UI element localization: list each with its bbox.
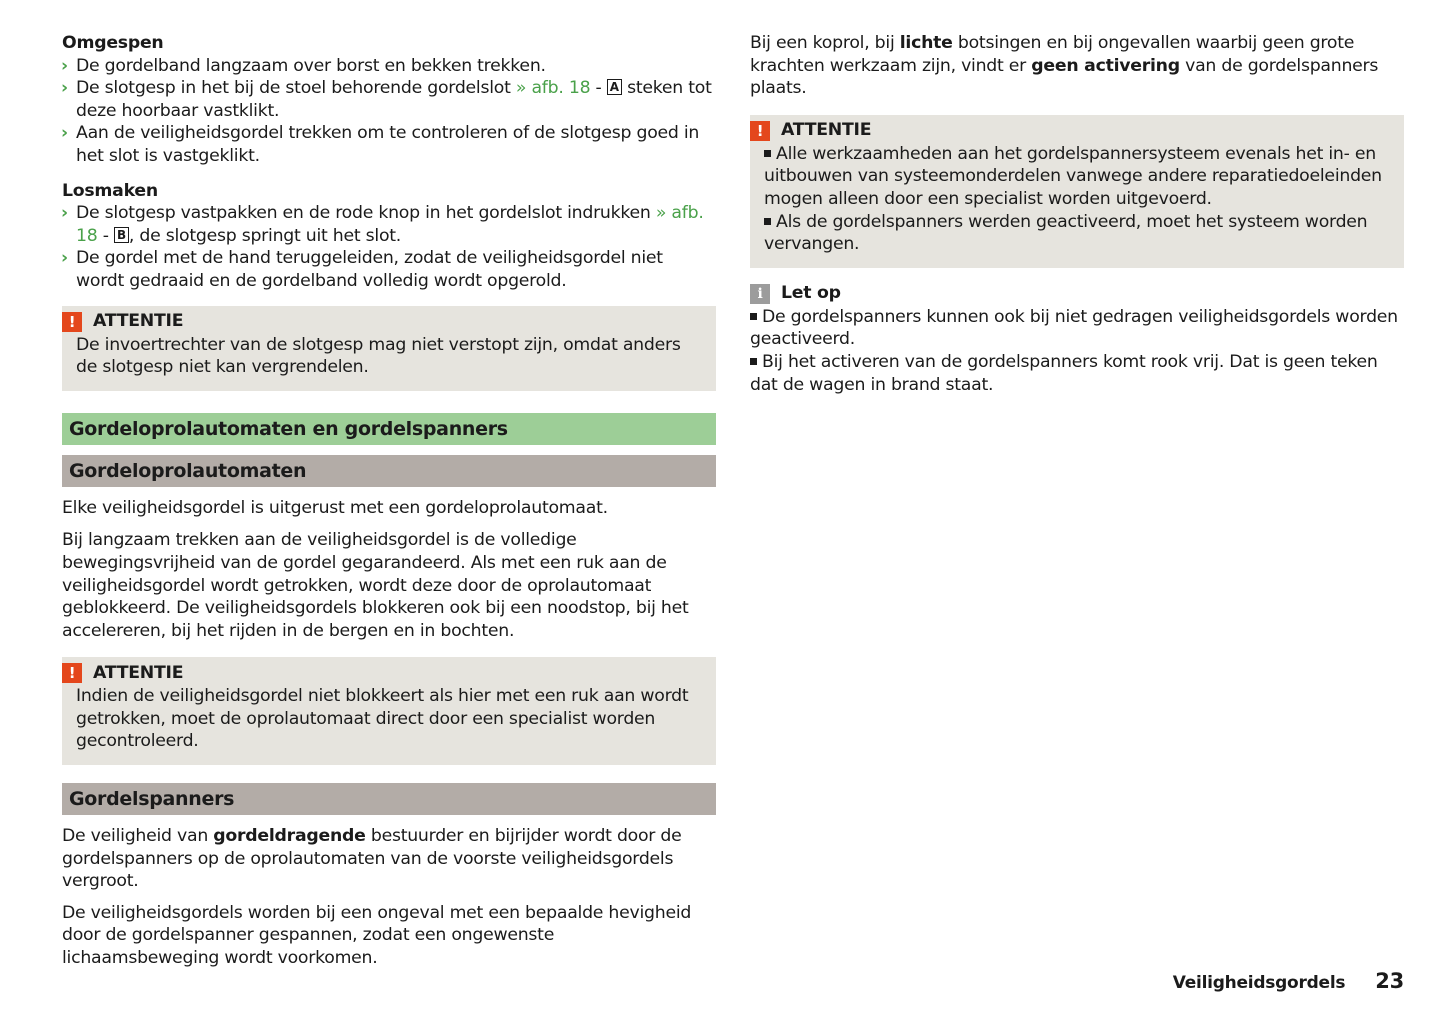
- warning-icon: !: [62, 312, 82, 332]
- warning-text: Indien de veiligheidsgordel niet blokkeert als hier met een ruk aan wordt getrokken, moet de oprolautomaat direct door een specialist worden gecontroleerd.: [76, 686, 689, 752]
- bullet-icon: [764, 218, 771, 225]
- subsection-title-spanners: Gordelspanners: [62, 783, 716, 815]
- omgespen-step-1: › De gordelband langzaam over borst en bekken trekken.: [61, 55, 546, 76]
- warning-icon: !: [62, 663, 82, 683]
- left-column: [62, 32, 716, 970]
- note-box: [750, 282, 1404, 396]
- right-column: [750, 32, 1404, 396]
- losmaken-title: Losmaken: [62, 180, 158, 201]
- note-item-1: De gordelspanners kunnen ook bij niet gedragen veiligheidsgordels worden geactiveerd.: [750, 306, 1398, 350]
- warning-box: [62, 306, 716, 391]
- oprol-paragraph-1: Elke veiligheidsgordel is uitgerust met een gordeloprolautomaat.: [62, 497, 608, 518]
- subsection-title-oprol: Gordeloprolautomaten: [62, 455, 716, 487]
- warning-label: ATTENTIE: [781, 120, 872, 141]
- warning-text: De invoertrechter van de slotgesp mag niet verstopt zijn, omdat anders de slotgesp niet kan vergrendelen.: [76, 334, 681, 378]
- spanners-paragraph-2: De veiligheidsgordels worden bij een ongeval met een bepaalde hevigheid door de gordelspanner gespannen, zodat een ongewenste lichaamsbeweging wordt voorkomen.: [62, 902, 692, 969]
- note-item-2: Bij het activeren van de gordelspanners komt rook vrij. Dat is geen teken dat de wagen in brand staat.: [750, 351, 1378, 395]
- omgespen-step-2: › De slotgesp in het bij de stoel behorende gordelslot » afb. 18 - A steken tot deze hoorbaar vastklikt.: [61, 78, 712, 121]
- losmaken-step-2: › De gordel met de hand teruggeleiden, zodat de veiligheidsgordel niet wordt gedraaid en de gordelband volledig wordt opgerold.: [61, 248, 663, 291]
- section-title: Gordeloprolautomaten en gordelspanners: [62, 413, 716, 445]
- oprol-paragraph-2: Bij langzaam trekken aan de veiligheidsgordel is de volledige bewegingsvrijheid van de gordel gegarandeerd. Als met een ruk aan de veiligheidsgordel wordt getrokken, wordt deze door de oprolautomaat geblokkeerd. De veiligheidsgordels blokkeren ook bij een noodstop, bij het accelereren, bij het rijden in de bergen en in bochten.: [62, 530, 689, 641]
- bullet-icon: [750, 358, 757, 365]
- figure-key-a: A: [607, 79, 622, 95]
- page-footer: [1173, 970, 1404, 995]
- warning-icon: !: [750, 121, 770, 141]
- warning-item-1: Alle werkzaamheden aan het gordelspannersysteem evenals het in- en uitbouwen van systeemonderdelen vanwege andere reparatiedoeleinden mogen alleen door een specialist worden uitgevoerd.: [764, 143, 1382, 209]
- figure-link[interactable]: » afb. 18: [515, 78, 591, 99]
- note-label: Let op: [781, 283, 841, 304]
- bullet-icon: [750, 313, 757, 320]
- warning-label: ATTENTIE: [93, 662, 184, 683]
- warning-label: ATTENTIE: [93, 311, 184, 332]
- intro-paragraph: Bij een koprol, bij lichte botsingen en bij ongevallen waarbij geen grote krachten werkzaam zijn, vindt er geen activering van de gordelspanners plaats.: [750, 33, 1379, 99]
- warning-box: [62, 657, 716, 765]
- page-number: 23: [1375, 969, 1404, 993]
- footer-section: Veiligheidsgordels: [1172, 973, 1346, 993]
- warning-item-2: Als de gordelspanners werden geactiveerd, moet het systeem worden vervangen.: [764, 211, 1368, 255]
- bullet-icon: [764, 150, 771, 157]
- figure-key-b: B: [114, 227, 129, 243]
- info-icon: i: [750, 284, 770, 304]
- omgespen-title: Omgespen: [62, 33, 164, 53]
- figure-link[interactable]: » afb. 18: [76, 203, 704, 246]
- warning-box: [750, 115, 1404, 268]
- omgespen-step-3: › Aan de veiligheidsgordel trekken om te controleren of de slotgesp goed in het slot is vastgeklikt.: [61, 123, 700, 166]
- spanners-paragraph-1: De veiligheid van gordeldragende bestuurder en bijrijder wordt door de gordelspanners op de oprolautomaten van de voorste veiligheidsgordels vergroot.: [62, 826, 682, 892]
- losmaken-step-1: › De slotgesp vastpakken en de rode knop in het gordelslot indrukken » afb. 18 - B , de slotgesp springt uit het slot.: [61, 203, 704, 246]
